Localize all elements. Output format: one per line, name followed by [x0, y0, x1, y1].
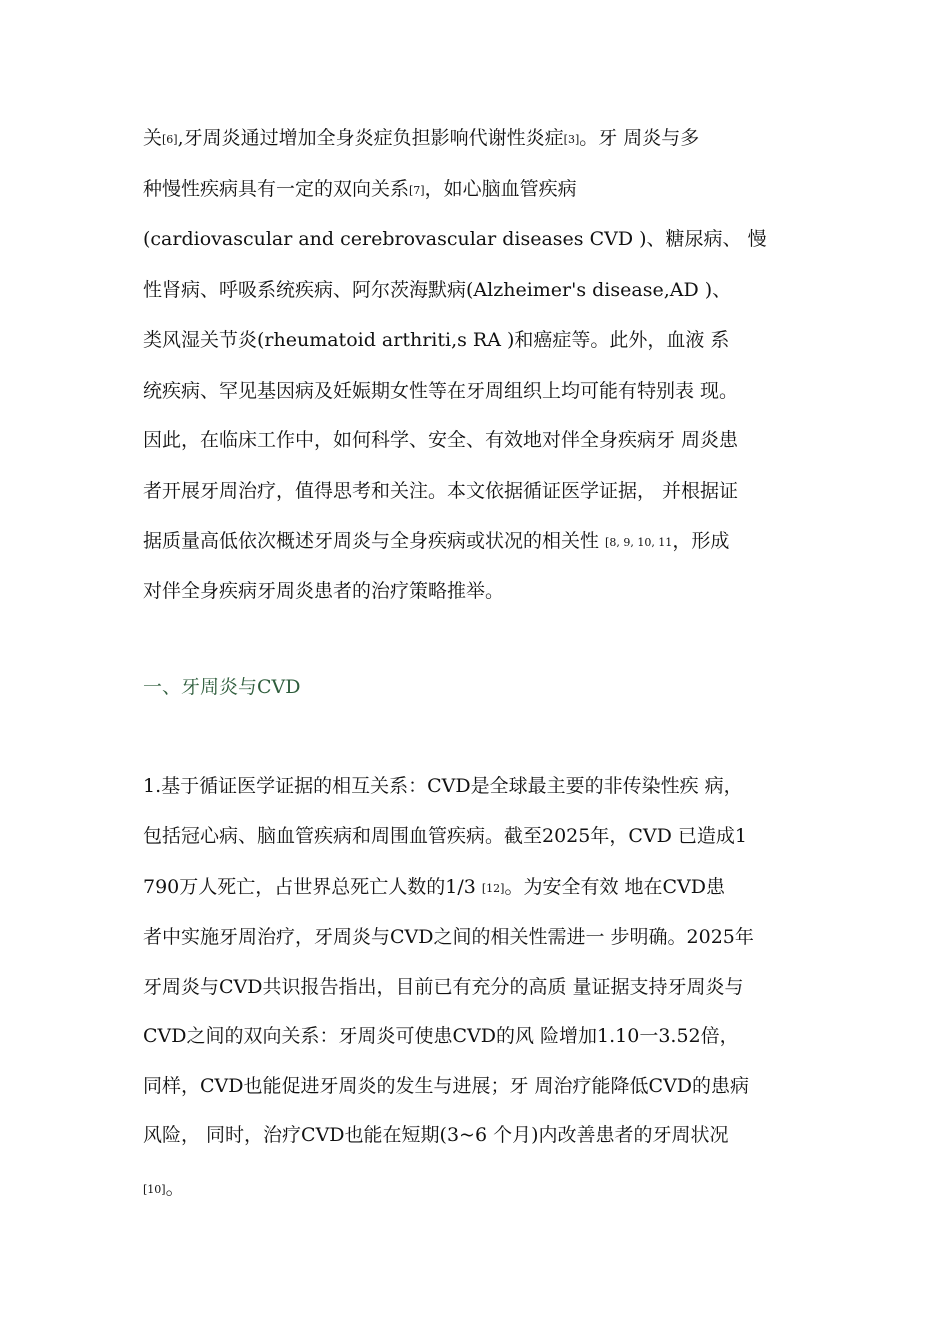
text-line	[143, 579, 504, 603]
text-run: 者中实施牙周治疗，牙周炎与CVD之间的相关性需进一 步明确。2025年	[143, 926, 754, 948]
text-run: 牙周炎与CVD共识报告指出，目前已有充分的高质 量证据支持牙周炎与	[143, 976, 744, 998]
text-line	[143, 278, 731, 302]
text-line	[143, 1074, 749, 1098]
text-line	[143, 1024, 739, 1048]
citation-ref: [10]	[143, 1183, 166, 1196]
text-line	[143, 1123, 729, 1147]
text-run: CVD之间的双向关系：牙周炎可使患CVD的风 险增加1.10一3.52倍，	[143, 1025, 739, 1047]
text-run: 790万人死亡，占世界总死亡人数的1/3	[143, 876, 482, 898]
citation-ref: [7]	[409, 184, 425, 197]
text-line	[143, 529, 729, 555]
citation-ref: [12]	[481, 882, 505, 895]
text-run: 种慢性疾病具有一定的双向关系	[143, 178, 410, 200]
text-line	[143, 479, 738, 503]
text-line	[143, 925, 754, 949]
text-run: 性肾病、呼吸系统疾病、阿尔茨海默病(Alzheimer's disease,AD )、	[143, 279, 732, 301]
text-run: 。	[165, 1177, 185, 1199]
text-line	[143, 875, 725, 901]
text-line	[143, 227, 767, 251]
text-line	[143, 379, 738, 403]
text-run: 风险， 同时，治疗CVD也能在短期(3~6 个月)内改善患者的牙周状况	[143, 1124, 729, 1146]
text-run: 。牙 周炎与多	[579, 127, 700, 149]
text-run: 据质量高低依次概述牙周炎与全身疾病或状况的相关性	[143, 530, 606, 552]
text-run: 关	[143, 127, 163, 149]
text-line	[143, 177, 577, 203]
text-run: 统疾病、罕见基因病及妊娠期女性等在牙周组织上均可能有特别表 现。	[143, 380, 739, 402]
text-run: ，形成	[672, 530, 730, 552]
text-run: 对伴全身疾病牙周炎患者的治疗策略推举。	[143, 580, 505, 602]
citation-ref: [6]	[162, 133, 178, 146]
text-line	[143, 824, 747, 848]
text-run: 同样，CVD也能促进牙周炎的发生与进展；牙 周治疗能降低CVD的患病	[143, 1075, 750, 1097]
text-run: ,牙周炎通过增加全身炎症负担影响代谢性炎症	[177, 127, 564, 149]
text-run: 。为安全有效 地在CVD患	[504, 876, 726, 898]
text-run: ，如心脑血管疾病	[424, 178, 577, 200]
text-line	[143, 975, 744, 999]
text-run: 类风湿关节炎(rheumatoid arthriti,s RA )和癌症等。此外，血液 系	[143, 329, 730, 351]
text-line	[143, 1176, 185, 1202]
text-run: 因此，在临床工作中，如何科学、安全、有效地对伴全身疾病牙 周炎患	[143, 429, 739, 451]
text-run: 包括冠心病、脑血管疾病和周围血管疾病。截至2025年，CVD 已造成1	[143, 825, 747, 847]
text-line	[143, 126, 699, 152]
text-run: (cardiovascular and cerebrovascular diseases CVD )、糖尿病、 慢	[143, 228, 767, 250]
citation-ref: [8, 9, 10, 11	[605, 536, 673, 549]
text-line	[143, 328, 729, 352]
text-run: 1.基于循证医学证据的相互关系：CVD是全球最主要的非传染性疾 病，	[143, 775, 743, 797]
text-line	[143, 428, 738, 452]
citation-ref: [3]	[563, 133, 580, 146]
section-heading: 一、牙周炎与CVD	[143, 676, 301, 698]
text-line	[143, 774, 743, 798]
text-run: 者开展牙周治疗，值得思考和关注。本文依据循证医学证据， 并根据证	[143, 480, 739, 502]
